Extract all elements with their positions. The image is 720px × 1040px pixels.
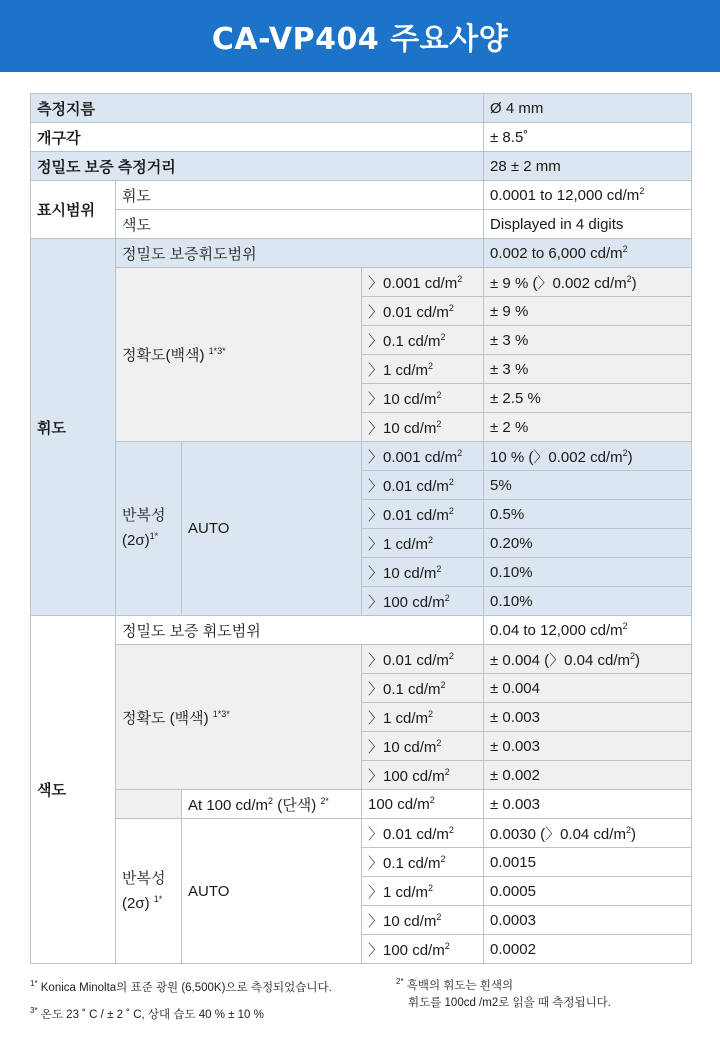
lum-rep-cond: 〉0.01 $cd/m^2$ — [362, 500, 484, 529]
lum-acc-cond: 〉0.01 $cd/m^2$ — [362, 297, 484, 326]
angle-label: 개구각 — [31, 123, 484, 152]
chroma-acc-cond: 〉0.1 $cd/m^2$ — [362, 674, 484, 703]
aperture-value: Ø 4 mm — [484, 94, 692, 123]
lum-acc-value: ± 3 % — [484, 355, 692, 384]
display-chroma-label: 색도 — [116, 210, 484, 239]
chroma-acc-cond: 〉1 $cd/m^2$ — [362, 703, 484, 732]
chroma-mono-label: At 100 $cd/m^2$ (단색) $^{2*}$ — [182, 790, 362, 819]
chroma-acc-cond: 〉0.01 $cd/m^2$ — [362, 645, 484, 674]
lum-acc-value: ± 9 % — [484, 297, 692, 326]
chroma-acc-cond: 〉10 $cd/m^2$ — [362, 732, 484, 761]
lum-acc-value: ± 2.5 % — [484, 384, 692, 413]
aperture-label: 측정지름 — [31, 94, 484, 123]
distance-value: 28 ± 2 mm — [484, 152, 692, 181]
chroma-rep-value: 0.0003 — [484, 906, 692, 935]
display-chroma-value: Displayed in 4 digits — [484, 210, 692, 239]
lum-rep-value: 0.10% — [484, 587, 692, 616]
table-row — [31, 442, 692, 471]
display-luminance-label: 휘도 — [116, 181, 484, 210]
row-aperture — [31, 94, 692, 123]
chroma-rep-cond: 〉1 $cd/m^2$ — [362, 877, 484, 906]
chroma-rep-cond: 〉0.1 $cd/m^2$ — [362, 848, 484, 877]
row-lum-range — [31, 239, 692, 268]
chroma-acc-value: ± 0.003 — [484, 703, 692, 732]
distance-label: 정밀도 보증 측정거리 — [31, 152, 484, 181]
row-chroma-range — [31, 616, 692, 645]
lum-rep-cond: 〉10 $cd/m^2$ — [362, 558, 484, 587]
lum-acc-value: ± 3 % — [484, 326, 692, 355]
lum-acc-cond: 〉0.1 $cd/m^2$ — [362, 326, 484, 355]
row-display-chroma — [31, 210, 692, 239]
lum-rep-value: 0.20% — [484, 529, 692, 558]
chroma-section-label: 색도 — [31, 616, 116, 964]
lum-rep-cond: 〉0.01 $cd/m^2$ — [362, 471, 484, 500]
angle-value: ± 8.5˚ — [484, 123, 692, 152]
row-chroma-mono — [31, 790, 692, 819]
chroma-acc-cond: 〉100 $cd/m^2$ — [362, 761, 484, 790]
luminance-section-label: 휘도 — [31, 239, 116, 616]
lum-rep-cond: 〉100 $cd/m^2$ — [362, 587, 484, 616]
lum-acc-value: ± 2 % — [484, 413, 692, 442]
chroma-rep-cond: 〉10 $cd/m^2$ — [362, 906, 484, 935]
chroma-repeat-label: 반복성 (2σ) $^{1*}$ — [116, 819, 182, 964]
footnote-2: $^{2*}$ 흑백의 휘도는 흰색의 — [396, 977, 514, 992]
footnote-3: $^{3*}$ 온도 23 ˚ C / ± 2 ˚ C, 상대 습도 40 % ± 10 % — [30, 1006, 264, 1021]
lum-acc-cond: 〉1 $cd/m^2$ — [362, 355, 484, 384]
chroma-mono-value: ± 0.003 — [484, 790, 692, 819]
footnote-2-line2: 휘도를 100cd /m2로 읽을 때 측정됩니다. — [408, 997, 611, 1009]
row-display-luminance — [31, 181, 692, 210]
chroma-rep-value: 0.0002 — [484, 935, 692, 964]
lum-range-value: 0.002 to 6,000 $cd/m^2$ — [484, 239, 692, 268]
lum-rep-cond: 〉0.001 $cd/m^2$ — [362, 442, 484, 471]
display-luminance-value: 0.0001 to 12,000 $cd/m^2$ — [484, 181, 692, 210]
lum-rep-value: 5% — [484, 471, 692, 500]
chroma-range-label: 정밀도 보증 휘도범위 — [116, 616, 484, 645]
lum-acc-cond: 〉10 $cd/m^2$ — [362, 384, 484, 413]
lum-repeat-label: 반복성 $(2\sigma)^{1*}$ — [116, 442, 182, 616]
chroma-range-value: 0.04 to 12,000 $cd/m^2$ — [484, 616, 692, 645]
lum-rep-value: 10 % (〉0.002 $cd/m^2$) — [484, 442, 692, 471]
display-label: 표시범위 — [31, 181, 116, 239]
table-row — [31, 645, 692, 674]
lum-rep-cond: 〉1 $cd/m^2$ — [362, 529, 484, 558]
spec-table — [30, 93, 692, 964]
lum-repeat-mode: AUTO — [182, 442, 362, 616]
lum-accuracy-label: 정확도(백색) $^{1*3*}$ — [116, 268, 362, 442]
chroma-acc-value: ± 0.004 (〉0.04 $cd/m^2$) — [484, 645, 692, 674]
table-row — [31, 819, 692, 848]
chroma-repeat-mode: AUTO — [182, 819, 362, 964]
table-row — [31, 268, 692, 297]
chroma-acc-value: ± 0.004 — [484, 674, 692, 703]
chroma-rep-value: 0.0005 — [484, 877, 692, 906]
page-title: CA-VP404 주요사양 — [211, 22, 509, 57]
lum-rep-value: 0.10% — [484, 558, 692, 587]
chroma-rep-cond: 〉100 $cd/m^2$ — [362, 935, 484, 964]
chroma-acc-value: ± 0.002 — [484, 761, 692, 790]
lum-acc-value: ± 9 % (〉0.002 $cd/m^2$) — [484, 268, 692, 297]
chroma-rep-value: 0.0015 — [484, 848, 692, 877]
footnote-1: $^{1*}$ Konica Minolta의 표준 광원 (6,500K)으로 측정되었습니다. — [30, 979, 332, 994]
lum-range-label: 정밀도 보증휘도범위 — [116, 239, 484, 268]
lum-acc-cond: 〉0.001 $cd/m^2$ — [362, 268, 484, 297]
chroma-mono-spacer — [116, 790, 182, 819]
chroma-rep-cond: 〉0.01 $cd/m^2$ — [362, 819, 484, 848]
row-angle — [31, 123, 692, 152]
chroma-acc-value: ± 0.003 — [484, 732, 692, 761]
chroma-mono-cond: 100 $cd/m^2$ — [362, 790, 484, 819]
lum-rep-value: 0.5% — [484, 500, 692, 529]
chroma-rep-value: 0.0030 (〉0.04 $cd/m^2$) — [484, 819, 692, 848]
chroma-accuracy-label: 정확도 (백색) $^{1*3*}$ — [116, 645, 362, 790]
title-banner — [0, 0, 720, 72]
lum-acc-cond: 〉10 $cd/m^2$ — [362, 413, 484, 442]
row-distance — [31, 152, 692, 181]
